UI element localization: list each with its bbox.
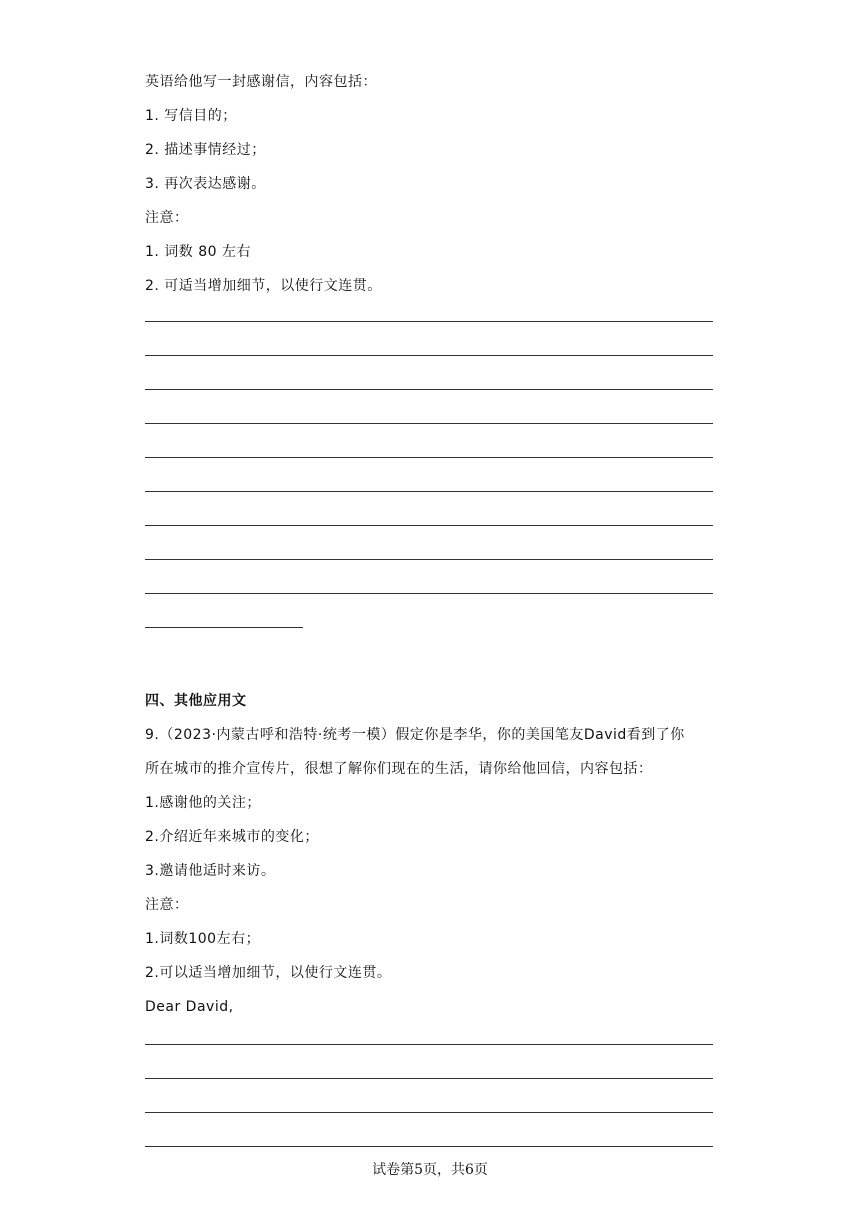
- answer-line[interactable]: [145, 1044, 713, 1045]
- answer-line-short[interactable]: [145, 627, 303, 628]
- answer-line[interactable]: [145, 593, 713, 594]
- content-item-3: 3.邀请他适时来访。: [145, 863, 276, 879]
- answer-line[interactable]: [145, 423, 713, 424]
- letter-salutation: Dear David,: [145, 999, 234, 1015]
- answer-line[interactable]: [145, 559, 713, 560]
- question-text-line-2: 所在城市的推介宣传片，很想了解你们现在的生活，请你给他回信，内容包括：: [145, 761, 653, 777]
- task-intro-line: 英语给他写一封感谢信，内容包括：: [145, 74, 377, 90]
- section-heading: 四、其他应用文: [145, 693, 247, 709]
- requirement-item-2: 2. 描述事情经过；: [145, 142, 266, 158]
- note-item-1: 1. 词数 80 左右: [145, 244, 252, 260]
- answer-line[interactable]: [145, 1112, 713, 1113]
- answer-line[interactable]: [145, 1078, 713, 1079]
- answer-line[interactable]: [145, 389, 713, 390]
- note-item-2: 2. 可适当增加细节，以使行文连贯。: [145, 278, 382, 294]
- answer-line[interactable]: [145, 321, 713, 322]
- note-label: 注意：: [145, 210, 189, 226]
- requirement-item-1: 1. 写信目的；: [145, 108, 237, 124]
- answer-line[interactable]: [145, 491, 713, 492]
- question-text-line-1: 9.（2023·内蒙古呼和浩特·统考一模）假定你是李华，你的美国笔友David看到了你: [145, 727, 685, 743]
- note-item-1: 1.词数100左右；: [145, 931, 261, 947]
- requirement-item-3: 3. 再次表达感谢。: [145, 176, 266, 192]
- answer-line[interactable]: [145, 457, 713, 458]
- content-item-2: 2.介绍近年来城市的变化；: [145, 829, 319, 845]
- page-number-footer: 试卷第5页，共6页: [372, 1162, 488, 1178]
- answer-line[interactable]: [145, 525, 713, 526]
- note-item-2: 2.可以适当增加细节，以使行文连贯。: [145, 965, 392, 981]
- answer-line[interactable]: [145, 1146, 713, 1147]
- content-item-1: 1.感谢他的关注；: [145, 795, 261, 811]
- note-label: 注意：: [145, 897, 189, 913]
- answer-line[interactable]: [145, 355, 713, 356]
